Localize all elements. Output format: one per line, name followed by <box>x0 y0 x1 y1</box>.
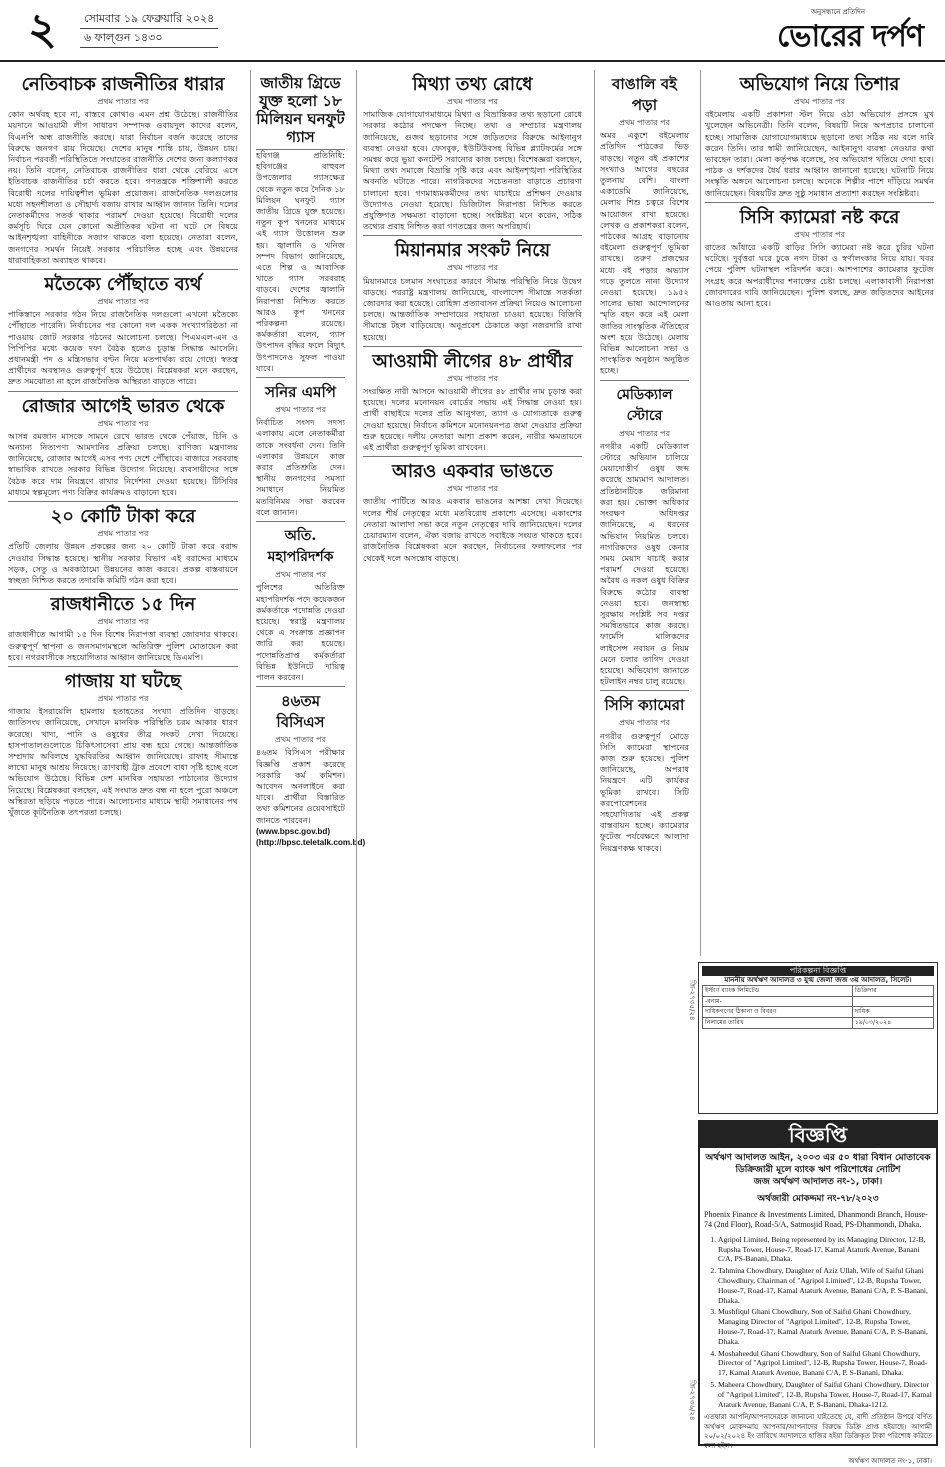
column-4 <box>594 70 694 1448</box>
debtor-list <box>704 1235 932 1410</box>
headline: রাজধানীতে ১৫ দিন <box>50 594 196 616</box>
headline: রোজার আগেই ভারত থেকে <box>21 395 225 417</box>
date-bengali: ৬ ফাল্গুন ১৪৩০ <box>80 29 218 48</box>
article <box>363 240 582 346</box>
masthead <box>0 0 945 62</box>
article-body: নগরীর একটি মেডিক্যাল স্টোরে অভিযান চালিয়ে মেয়াদোত্তীর্ণ ওষুধ জব্দ করেছে ভ্রাম্যমাণ আদালত। প্রতিষ্ঠানটিকে জরিমানা করা হয়। ভোক্তা অধিকার সংরক্ষণ অধিদপ্তর জানিয়েছে, এ ধরনের অভিযান নিয়মিত চলবে। নাগরিকদের ওষুধ কেনার সময় মেয়াদ যাচাই করার পরামর্শ দেওয়া হয়েছে। অবৈধ ও নকল ওষুধ বিক্রির বিরুদ্ধে কঠোর ব্যবস্থা নেওয়া হবে। জনস্বাস্থ্য সুরক্ষায় সংশ্লিষ্ট সব দপ্তর সমন্বিতভাবে কাজ করছে। ফার্মেসি মালিকদের লাইসেন্স নবায়ন ও নিয়ম মেনে চলার তাগিদ দেওয়া হয়েছে। অভিযোগ জানাতে হটলাইন নম্বর চালু রয়েছে। <box>600 440 689 687</box>
table-row: ইস্টার্ণ ব্যাংক লিমিটেড ডিক্রিদার <box>703 986 934 997</box>
bpsc-url-link[interactable]: (www.bpsc.gov.bd) <box>256 826 331 836</box>
article-body: বইমেলায় একটি প্রকাশনা স্টল নিয়ে ওঠা অভিযোগ প্রসঙ্গে মুখ খুলেছেন অভিনেত্রী। তিনি বলেন, বিষয়টি নিয়ে অপপ্রচার চালানো হচ্ছে। সামাজিক যোগাযোগমাধ্যমে ছড়ানো তথ্য সঠিক নয় বলে দাবি করেন তিনি। তার স্বামী জানিয়েছেন, আইনানুগ ব্যবস্থা নেওয়ার কথা ভাবছেন তারা। মেলা কর্তৃপক্ষ বলেছে, সব অভিযোগ খতিয়ে দেখা হবে। পাঠক ও দর্শকদের ধৈর্য ধরার আহ্বান জানানো হয়েছে। ঘটনাটি নিয়ে সংস্কৃতি অঙ্গনে আলোচনা চলছে। অনেকে শিল্পীর পাশে দাঁড়িয়ে সমর্থন জানিয়েছেন। বিষয়টির দ্রুত সুষ্ঠু সমাধান প্রত্যাশা করছেন সংশ্লিষ্টরা। <box>705 109 934 198</box>
article <box>363 461 582 563</box>
column-3 <box>356 70 588 1448</box>
date-gregorian: সোমবার ১৯ ফেব্রুয়ারি ২০২৪ <box>80 10 218 29</box>
article <box>256 74 345 378</box>
continued-label: প্রথম পাতার পর <box>447 263 498 273</box>
article <box>8 506 238 590</box>
headline: ২০ কোটি টাকা করে <box>50 506 196 528</box>
table-row: দায়িকগণের ঠিকানা ও বিবরণ দায়িক <box>703 1007 934 1018</box>
article <box>8 594 238 667</box>
continued-label: প্রথম পাতার পর <box>794 97 845 106</box>
legal-advertisement <box>698 1120 938 1465</box>
column-2 <box>250 70 366 1448</box>
continued-label: প্রথম পাতার পর <box>275 405 326 415</box>
article <box>8 671 238 818</box>
continued-label: প্রথম পাতার পর <box>447 97 498 106</box>
headline: সিসি ক্যামেরা <box>604 696 685 715</box>
brand-tagline: অনুসন্ধানে প্রতিদিন <box>811 8 865 16</box>
teletalk-url-link[interactable]: (http://bpsc.teletalk.com.bd) <box>256 837 366 847</box>
headline: মেডিক্যাল স্টোরে <box>616 386 673 424</box>
headline: ৪৬তম বিসিএস <box>276 692 325 732</box>
list-item: 2. Tahmina Chowdhury, Daughter of Aziz Ullah, Wife of Saiful Ghani Chowdhury, Chairman of "Agripol Limited", 12-B, Rupsha Tower, House-7, Road-17, Kamal Ataturk Avenue, Banani C/A, P. S-Banani, Dhaka. <box>718 1266 932 1305</box>
headline: গাজায় যা ঘটছে <box>64 670 182 692</box>
article <box>256 691 366 848</box>
article <box>256 382 345 522</box>
list-item: 4. Moshaheedul Ghani Chowdhury, Son of Saiful Ghani Chowdhury, Director of "Agripol Limited", 12-B, Rupsha Tower, House-7, Road-17, Kamal Ataturk Avenue, Banani C/A, P. S-Banani, Dhaka. <box>718 1349 932 1378</box>
notice-court: মাননীয় অর্থঋণ আদালত ৩ যুগ্ম জেলা জজ ৩য় আদালত, সিলেট। <box>724 975 912 984</box>
article-body: হবিগঞ্জ প্রতিনিধি: হবিগঞ্জের বাহুবল উপজেলার গ্যাসক্ষেত্র থেকে নতুন করে দৈনিক ১৮ মিলিয়ন ঘনফুট গ্যাস জাতীয় গ্রিডে যুক্ত হয়েছে। নতুন কূপ খননের মাধ্যমে এই গ্যাস উত্তোলন শুরু হয়। জ্বালানি ও খনিজ সম্পদ বিভাগ জানিয়েছে, এতে শিল্প ও আবাসিক খাতে গ্যাস সরবরাহ বাড়বে। দেশের জ্বালানি নিরাপত্তা নিশ্চিত করতে আরও কূপ খননের পরিকল্পনা রয়েছে। কর্মকর্তারা বলেন, গ্যাস উৎপাদন বৃদ্ধির ফলে বিদ্যুৎ উৎপাদনেও সুফল পাওয়া যাবে। <box>256 150 345 373</box>
ad-signature: অর্থঋণ আদালত নং-১, ঢাকা। <box>848 1456 932 1465</box>
article <box>8 74 238 270</box>
article-body: মিয়ানমারে চলমান সংঘাতের কারণে সীমান্ত পরিস্থিতি নিয়ে উদ্বেগ বাড়ছে। পররাষ্ট্র মন্ত্রণালয় জানিয়েছে, বাংলাদেশ সীমান্তে সতর্কতা জোরদার করা হয়েছে। রোহিঙ্গা প্রত্যাবাসন প্রক্রিয়া নিয়েও আলোচনা চলছে। আন্তর্জাতিক সম্প্রদায়ের সহায়তা চাওয়া হয়েছে। বিজিবি সীমান্তে টহল বাড়িয়েছে। অনুপ্রবেশ ঠেকাতে কড়া নজরদারি রাখা হয়েছে। <box>363 275 582 342</box>
headline: মতৈক্যে পৌঁছাতে ব্যর্থ <box>44 274 202 296</box>
article-body: নির্বাচিত সংসদ সদস্য এলাকায় এলে নেতাকর্মীরা তাকে সংবর্ধনা দেন। তিনি এলাকার উন্নয়নে কাজ করার প্রতিশ্রুতি দেন। স্থানীয় জনগণের সমস্যা সমাধানে নিয়মিত মতবিনিময় সভা করবেন বলে জানান। <box>256 417 345 517</box>
headline: আরও একবার ভাঙতে <box>392 461 553 483</box>
list-item: 3. Mushfiqul Ghani Chowdhury, Son of Saiful Ghani Chowdhury, Managing Director of "Agripol Limited", 12-B, Rupsha Tower, House-7, Road-17, Kamal Ataturk Avenue, Banani C/A, P. S-Banani, Dhaka. <box>718 1307 932 1346</box>
column-1 <box>8 70 244 1448</box>
article <box>705 207 934 309</box>
article-body: নগরীর গুরুত্বপূর্ণ মোড়ে সিসি ক্যামেরা স্থাপনের কাজ শুরু হয়েছে। পুলিশ জানিয়েছে, অপরাধ নিয়ন্ত্রণে এটি কার্যকর ভূমিকা রাখবে। সিটি করপোরেশনের সহযোগিতায় এই প্রকল্প বাস্তবায়ন হচ্ছে। ক্যামেরার ফুটেজ পর্যবেক্ষণে আলাদা নিয়ন্ত্রণকক্ষ থাকবে। <box>600 730 689 853</box>
headline: নেতিবাচক রাজনীতির ধারার <box>21 74 225 95</box>
article-body: রাজধানীতে আগামী ১৫ দিন বিশেষ নিরাপত্তা ব্যবস্থা জোরদার থাকবে। গুরুত্বপূর্ণ স্থাপনা ও জনসমাগমস্থলে অতিরিক্ত পুলিশ মোতায়েন করা হবে। নগরবাসীকে সহযোগিতার আহ্বান জানিয়েছে ডিএমপি। <box>8 629 238 662</box>
brand-logo: ভোরের দর্পণ <box>777 19 923 54</box>
continued-label: প্রথম পাতার পর <box>97 617 149 627</box>
continued-label: প্রথম পাতার পর <box>447 373 498 383</box>
notice-header: পরিকল্পনা বিজ্ঞপ্তি <box>702 966 934 976</box>
article <box>600 385 689 692</box>
headline: সনির এমপি <box>265 383 336 402</box>
headline: অভিযোগ নিয়ে তিশার <box>739 74 900 95</box>
ad-court: জজ অর্থঋণ আদালত নং-১, ঢাকা। <box>753 1177 883 1187</box>
article-body: পুলিশের অতিরিক্ত মহাপরিদর্শক পদে কয়েকজন কর্মকর্তাকে পদোন্নতি দেওয়া হয়েছে। স্বরাষ্ট্র মন্ত্রণালয় থেকে এ সংক্রান্ত প্রজ্ঞাপন জারি করা হয়েছে। পদোন্নতিপ্রাপ্ত কর্মকর্তারা বিভিন্ন ইউনিটে দায়িত্ব পালন করবেন। <box>256 582 345 682</box>
continued-label: প্রথম পাতার পর <box>619 428 670 438</box>
headline: আওয়ামী লীগের ৪৮ প্রার্থীর <box>372 350 573 372</box>
column-5 <box>700 70 938 956</box>
article-body: প্রতিটি জেলায় উন্নয়ন প্রকল্পের জন্য ২০ কোটি টাকা করে বরাদ্দ দেওয়ার সিদ্ধান্ত হয়েছে। স্থানীয় সরকার বিভাগ এই বরাদ্দের মাধ্যমে সড়ক, সেতু ও অবকাঠামো উন্নয়নের কাজ করবে। প্রকল্প বাস্তবায়নে স্বচ্ছতা নিশ্চিত করতে তদারকি কমিটি গঠন করা হবে। <box>8 541 238 585</box>
decree-holder: Phoenix Finance & Investments Limited, Dhanmondi Branch, House-74 (2nd Floor), Road-5/A, Satmosjid Road, PS-Dhanmondi, Dhaka. <box>704 1210 928 1230</box>
article-body: পাকিস্তানে সরকার গঠন নিয়ে রাজনৈতিক দলগুলো এখনো মতৈক্যে পৌঁছাতে পারেনি। নির্বাচনের পর কোনো দল একক সংখ্যাগরিষ্ঠতা না পাওয়ায় জোট সরকার গঠনের আলোচনা চলছে। পিএমএল-এন ও পিপিপির মধ্যে কয়েক দফা বৈঠক হলেও চূড়ান্ত সিদ্ধান্ত আসেনি। প্রধানমন্ত্রী পদ ও মন্ত্রিসভার বণ্টন নিয়ে মতপার্থক্য রয়ে গেছে। স্বতন্ত্র প্রার্থীদের অবস্থানও গুরুত্বপূর্ণ হয়ে উঠেছে। বিশ্লেষকরা মনে করছেন, দ্রুত সমঝোতা না হলে রাজনৈতিক অস্থিরতা বাড়তে পারে। <box>8 309 238 387</box>
continued-label: প্রথম পাতার পর <box>97 529 149 539</box>
article <box>600 695 689 853</box>
article <box>705 74 934 203</box>
continued-label: প্রথম পাতার পর <box>97 418 149 428</box>
ad-code: জি-২৭৩৫/২৪ <box>688 980 696 1021</box>
article-body: আসন্ন রমজান মাসকে সামনে রেখে ভারত থেকে পেঁয়াজ, চিনি ও অন্যান্য নিত্যপণ্য আমদানির প্রক্রিয়া চলছে। বাণিজ্য মন্ত্রণালয় জানিয়েছে, রোজার আগেই এসব পণ্য দেশে পৌঁছাবে। বাজারে সরবরাহ স্বাভাবিক রাখতে সরকার বিভিন্ন উদ্যোগ নিয়েছে। ব্যবসায়ীদের সঙ্গে বৈঠক করে দাম নিয়ন্ত্রণে রাখার নির্দেশনা দেওয়া হয়েছে। টিসিবির মাধ্যমে স্বল্পমূল্যে পণ্য বিক্রির কার্যক্রমও বাড়ানো হবে। <box>8 430 238 497</box>
article <box>8 396 238 502</box>
headline: মিয়ানমার সংকট নিয়ে <box>394 240 551 262</box>
ad-title: বিজ্ঞপ্তি <box>700 1122 936 1148</box>
list-item: 1. Agripol Limited, Being represented by its Managing Director, 12-B, Rupsha Tower, House-7, Road-17, Kamal Ataturk Avenue, Banani C/A, PS-Banani, Dhaka. <box>718 1235 932 1264</box>
continued-label: প্রথম পাতার পর <box>275 570 326 580</box>
page-number: ২ <box>28 4 57 55</box>
ad-code: জি-২৭৩৬/২৪ <box>688 1380 696 1421</box>
article <box>363 74 582 236</box>
table-row: নিলামের তারিখ ১৯/০৩/২০২৪ <box>703 1017 934 1028</box>
headline: অতি. মহাপরিদর্শক <box>267 528 334 566</box>
article <box>8 274 238 392</box>
ad-subtitle: অর্থঋণ আদালত আইন, ২০০৩ এর ৫০ ধারা বিধান মোতাবেক ডিক্রিজারী মূলে ব্যাংক ঋণ পরিশোধের নোটিশ <box>705 1153 931 1175</box>
headline: সিসি ক্যামেরা নষ্ট করে <box>739 206 900 228</box>
article-body: গাজায় ইসরায়েলি হামলায় হতাহতের সংখ্যা প্রতিদিন বাড়ছে। জাতিসংঘ জানিয়েছে, সেখানে মানবিক পরিস্থিতি চরম আকার ধারণ করেছে। খাদ্য, পানি ও ওষুধের তীব্র সংকট দেখা দিয়েছে। হাসপাতালগুলোতে চিকিৎসাসেবা প্রায় বন্ধ হয়ে গেছে। আন্তর্জাতিক সম্প্রদায় অবিলম্বে যুদ্ধবিরতির আহ্বান জানিয়েছে। রাফাহ সীমান্তে লাখো মানুষ আশ্রয় নিয়েছে। ত্রাণবাহী ট্রাক প্রবেশে বাধা সৃষ্টি হচ্ছে বলে অভিযোগ উঠেছে। বিভিন্ন দেশ মানবিক সহায়তা পাঠানোর উদ্যোগ নিয়েছে। বিশ্লেষকরা বলছেন, এই সংঘাত দ্রুত বন্ধ না হলে পুরো অঞ্চলে অস্থিরতা ছড়িয়ে পড়তে পারে। আলোচনার মাধ্যমে স্থায়ী সমাধানের পথ খুঁজতে কূটনৈতিক তৎপরতা চলছে। <box>8 706 238 817</box>
headline: বাঙালি বই পড়া <box>612 75 677 114</box>
ad-footer: এতদ্বারা আপনি/আপনাদেরকে জানানো যাইতেছে যে, বাদী প্রতিষ্ঠান উপরে বর্ণিত অর্থঋণ মোকদ্দমায় আপনার/আপনাদের বিরুদ্ধে ডিক্রি প্রাপ্ত হইয়াছে। আগামী ২০/০২/২০২৪ ইং তারিখে আদালতে হাজির হইয়া ডিক্রিকৃত টাকা পরিশোধ করিতে বলা হইল। <box>704 1413 932 1450</box>
court-notice <box>698 962 938 1114</box>
continued-label: প্রথম পাতার পর <box>97 297 149 307</box>
article-body: সামাজিক যোগাযোগমাধ্যমে মিথ্যা ও বিভ্রান্তিকর তথ্য ছড়ানো রোধে সরকার কঠোর পদক্ষেপ নিচ্ছে। তথ্য ও সম্প্রচার মন্ত্রণালয় জানিয়েছে, গুজব ছড়ানোর সঙ্গে জড়িতদের বিরুদ্ধে আইনানুগ ব্যবস্থা নেওয়া হবে। ফেসবুক, ইউটিউবসহ বিভিন্ন প্ল্যাটফর্মের সঙ্গে সমন্বয় করে ভুয়া কনটেন্ট সরানোর কাজ চলছে। বিশেষজ্ঞরা বলছেন, মিথ্যা তথ্য সমাজে বিভ্রান্তি সৃষ্টি করে এবং আইনশৃঙ্খলা পরিস্থিতির অবনতি ঘটাতে পারে। নাগরিকদের সচেতনতা বাড়াতে প্রচারণা চালানো হবে। গণমাধ্যমকর্মীদের তথ্য যাচাইয়ে প্রশিক্ষণ দেওয়ার উদ্যোগও নেওয়া হয়েছে। ডিজিটাল নিরাপত্তা নিশ্চিত করতে প্রযুক্তিগত সক্ষমতা বাড়ানো হচ্ছে। সংশ্লিষ্টরা মনে করেন, সঠিক তথ্যের প্রবাহ নিশ্চিত করা গণতন্ত্রের জন্য অপরিহার্য। <box>363 109 582 232</box>
article-body: জাতীয় পার্টিতে আরও একবার ভাঙনের আশঙ্কা দেখা দিয়েছে। দলের শীর্ষ নেতৃত্বের মধ্যে মতবিরোধ প্রকাশ্যে এসেছে। একাংশের নেতারা আলাদা সভা করে নতুন নেতৃত্বের দাবি জানিয়েছেন। দলের চেয়ারম্যান বলেন, ঐক্য বজায় রাখতে সবাইকে সংযত থাকতে হবে। রাজনৈতিক বিশ্লেষকরা মনে করছেন, নির্বাচনের ফলাফলের পর থেকেই দলে অসন্তোষ বাড়ছে। <box>363 496 582 563</box>
list-item: 5. Maheera Chowdhury, Daughter of Saiful Ghani Chowdhury, Director of "Agripol Limited", 12-B, Rupsha Tower, House-7, Road-17, Kamal Ataturk Avenue, Banani C/A, P. S-Banani, Dhaka-1212. <box>718 1380 932 1409</box>
table-row: -বনাম- <box>703 996 934 1007</box>
continued-label: প্রথম পাতার পর <box>97 693 149 703</box>
article <box>256 526 345 687</box>
ad-case-number: অর্থজারী মোকদ্দমা নং-৭৮/২০২৩ <box>757 1194 879 1204</box>
article-body: কোন অর্থবহ হবে না, বাস্তবে কোথাও এমন প্রশ্ন উঠেছে। রাজনীতির ময়দানে আওয়ামী লীগ সাধারণ সম্পাদক ওবায়দুল কাদের বলেন, বিএনপি অন্ধ রাজনীতি করছে। যারা নির্বাচন বর্জন করেছে তাদের বিরুদ্ধে জনগণ রায় দিয়েছে। দেশের মানুষ শান্তি চায়, উন্নয়ন চায়। নির্বাচন পরবর্তী পরিস্থিতিতে সংঘাতের রাজনীতি দেশের জন্য কল্যাণকর নয়। তিনি বলেন, নেতিবাচক রাজনীতির ধারা থেকে বেরিয়ে এসে ইতিবাচক রাজনীতির চর্চা করতে হবে। গণতন্ত্রকে শক্তিশালী করতে বিরোধী দলের দায়িত্বশীল ভূমিকা প্রয়োজন। রাজনৈতিক দলগুলোর মধ্যে সহনশীলতা ও সৌহার্দ্য বজায় রাখার আহ্বান জানান তিনি। দলের নেতাকর্মীদের সতর্ক থাকার পরামর্শ দেওয়া হয়েছে। বিরোধী দলের কর্মসূচি ঘিরে যেন কোনো অপ্রীতিকর ঘটনা না ঘটে সে বিষয়ে আইনশৃঙ্খলা বাহিনীকে সজাগ থাকতে বলা হয়েছে। নেতারা বলেন, জনগণের সমর্থন নিয়েই সরকার পরিচালিত হচ্ছে এবং উন্নয়নের ধারাবাহিকতা অব্যাহত থাকবে। <box>8 109 238 265</box>
article-body: ৪৬তম বিসিএস পরীক্ষার বিজ্ঞপ্তি প্রকাশ করেছে সরকারি কর্ম কমিশন। আবেদন অনলাইনে করা যাবে। প্রার্থীরা বিস্তারিত তথ্য কমিশনের ওয়েবসাইটে জানতে পারবেন। <box>256 747 345 825</box>
continued-label: প্রথম পাতার পর <box>275 735 326 745</box>
continued-label: প্রথম পাতার পর <box>619 718 670 728</box>
article-body: রাতের আঁধারে একটি বাড়ির সিসি ক্যামেরা নষ্ট করে চুরির ঘটনা ঘটেছে। দুর্বৃত্তরা ঘরে ঢুকে নগদ টাকা ও স্বর্ণালংকার নিয়ে যায়। খবর পেয়ে পুলিশ ঘটনাস্থল পরিদর্শন করে। আশপাশের ক্যামেরার ফুটেজ সংগ্রহ করে অপরাধীদের শনাক্তের চেষ্টা চলছে। এলাকাবাসী নিরাপত্তা জোরদারের দাবি জানিয়েছেন। পুলিশ বলছে, দ্রুত জড়িতদের আইনের আওতায় আনা হবে। <box>705 242 934 309</box>
article-body: সংরক্ষিত নারী আসনে আওয়ামী লীগের ৪৮ প্রার্থীর নাম চূড়ান্ত করা হয়েছে। দলের মনোনয়ন বোর্ডের সভায় এই সিদ্ধান্ত নেওয়া হয়। প্রার্থী বাছাইয়ে দলের প্রতি আনুগত্য, ত্যাগ ও যোগ্যতাকে গুরুত্ব দেওয়া হয়েছে। নির্বাচন কমিশনে মনোনয়নপত্র জমা দেওয়ার প্রক্রিয়া শুরু হয়েছে। দলীয় নেতারা আশা প্রকাশ করেন, নারীর ক্ষমতায়নে এই প্রার্থীরা গুরুত্বপূর্ণ ভূমিকা রাখবেন। <box>363 386 582 453</box>
continued-label: প্রথম পাতার পর <box>619 118 670 127</box>
continued-label: প্রথম পাতার পর <box>97 97 149 106</box>
continued-label: প্রথম পাতার পর <box>794 229 845 239</box>
headline: জাতীয় গ্রিডে যুক্ত হলো ১৮ মিলিয়ন ঘনফুট গ্যাস <box>256 74 345 146</box>
article-body: অমর একুশে বইমেলায় প্রতিদিন পাঠকের ভিড় বাড়ছে। নতুন বই প্রকাশের সংখ্যাও আগের বছরের তুলনায় বেশি। বাংলা একাডেমি জানিয়েছে, মেলায় শিশু চত্বরে বিশেষ আয়োজন রাখা হয়েছে। লেখক ও প্রকাশকরা বলেন, পাঠকের আগ্রহ বাড়ানোয় বইমেলা গুরুত্বপূর্ণ ভূমিকা রাখছে। তরুণ প্রজন্মের মধ্যে বই পড়ার অভ্যাস গড়ে তুলতে নানা উদ্যোগ নেওয়া হয়েছে। ১৯৫২ সালের ভাষা আন্দোলনের স্মৃতি বহন করে এই মেলা জাতির সাংস্কৃতিক ঐতিহ্যের অংশ হয়ে উঠেছে। মেলায় বিভিন্ন আলোচনা সভা ও সাংস্কৃতিক অনুষ্ঠান অনুষ্ঠিত হচ্ছে। <box>600 130 689 376</box>
notice-table <box>702 985 934 1028</box>
headline: মিথ্যা তথ্য রোধে <box>412 74 533 95</box>
article <box>600 74 689 381</box>
continued-label: প্রথম পাতার পর <box>447 484 498 494</box>
article <box>363 351 582 457</box>
dateline <box>80 10 218 48</box>
